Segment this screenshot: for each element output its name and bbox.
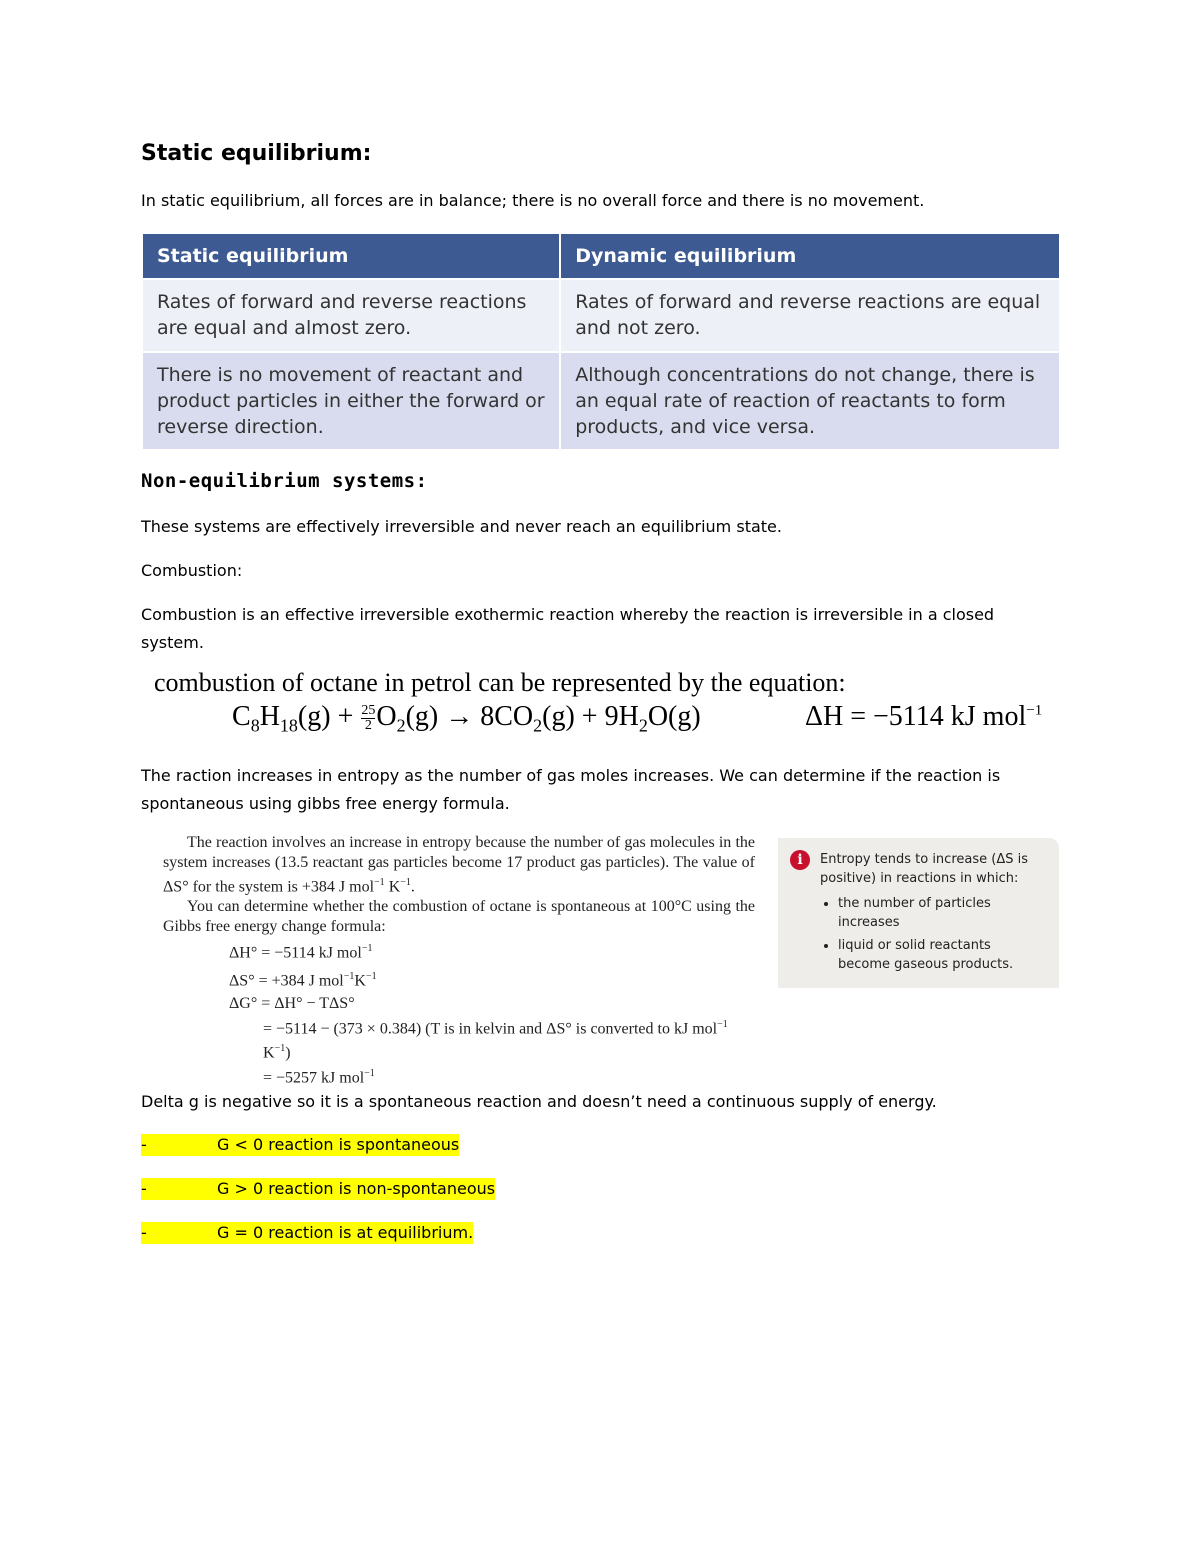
gibbs-line-5: = −5257 kJ mol$^{-1}$	[263, 1067, 375, 1086]
heading-non-equilibrium: Non-equilibrium systems:	[141, 470, 428, 492]
fraction: $\frac{25}{2}$	[361, 703, 376, 734]
table-cell: Although concentrations do not change, there is an equal rate of reaction of reactants to form products, and vice versa.	[560, 352, 1059, 449]
info-box-title: Entropy tends to increase (ΔS is positive) in reactions in which:	[820, 852, 1028, 886]
rule-equilibrium: - G = 0 reaction is at equilibrium.	[141, 1223, 474, 1242]
table-cell: There is no movement of reactant and product particles in either the forward or reverse direction.	[143, 352, 560, 449]
gibbs-line-3: ΔG° = ΔH° − TΔS°	[229, 994, 355, 1012]
non-equilibrium-text: These systems are effectively irreversible and never reach an equilibrium state.	[141, 517, 782, 536]
entropy-text: The raction increases in entropy as the number of gas moles increases. We can determine if the reaction is spontaneous using gibbs free energy formula.	[141, 766, 1001, 813]
table-cell: Rates of forward and reverse reactions are equal and almost zero.	[143, 279, 560, 352]
combustion-label: Combustion:	[141, 561, 243, 580]
static-equilibrium-text: In static equilibrium, all forces are in balance; there is no overall force and there is no movement.	[141, 191, 925, 210]
table-row	[143, 279, 1059, 352]
gibbs-calculation	[163, 833, 755, 1088]
table-row	[143, 352, 1059, 449]
conclusion-text: Delta g is negative so it is a spontaneous reaction and doesn’t need a continuous supply of energy.	[141, 1092, 937, 1111]
list-item: • the number of particles increases	[838, 894, 1045, 932]
table-header-static: Static equilibrium	[143, 234, 560, 279]
rule-non-spontaneous: - G > 0 reaction is non-spontaneous	[141, 1179, 496, 1198]
gibbs-para-1: The reaction involves an increase in entropy because the number of gas molecules in the system increases (13.5 reactant gas particles become 17 product gas particles). The value of ΔS° for the system is +384 J mol$^{-1}$ $K^{-1}$.	[163, 834, 755, 896]
gibbs-line-2: ΔS° = +384 J $mol^{-1}K^{-1}$	[229, 970, 377, 989]
info-box-list	[820, 894, 1045, 974]
table-header-dynamic: Dynamic equilibrium	[560, 234, 1059, 279]
table-cell: Rates of forward and reverse reactions are equal and not zero.	[560, 279, 1059, 352]
heading-static-equilibrium: Static equilibrium:	[141, 141, 372, 166]
equilibrium-comparison-table	[143, 234, 1059, 449]
equation-intro: combustion of octane in petrol can be represented by the equation:	[154, 668, 846, 697]
delta-h-value: ΔH = −5114 kJ mol$^{-1}$	[805, 701, 1043, 732]
gibbs-line-1: ΔH° = −5114 kJ mol$^{-1}$	[229, 943, 373, 962]
list-item: • liquid or solid reactants become gaseous products.	[838, 936, 1045, 974]
entropy-info-box	[778, 838, 1059, 988]
combustion-text: Combustion is an effective irreversible exothermic reaction whereby the reaction is irreversible in a closed system.	[141, 605, 995, 652]
info-icon: i	[790, 850, 810, 870]
combustion-equation: $C_8H_{18}(g)$ + $\frac{25}{2}$ $O_2(g) \to 8CO_2(g) + 9H_2O(g)$	[232, 701, 701, 736]
rule-spontaneous: - G < 0 reaction is spontaneous	[141, 1135, 460, 1154]
gibbs-para-2: You can determine whether the combustion of octane is spontaneous at 100°C using the Gibbs free energy change formula:	[163, 898, 755, 936]
gibbs-line-4: = −5114 − (373 × 0.384) (T is in kelvin and ΔS° is converted to kJ mol$^{-1}$ $K^{-1}$)	[263, 1018, 728, 1062]
